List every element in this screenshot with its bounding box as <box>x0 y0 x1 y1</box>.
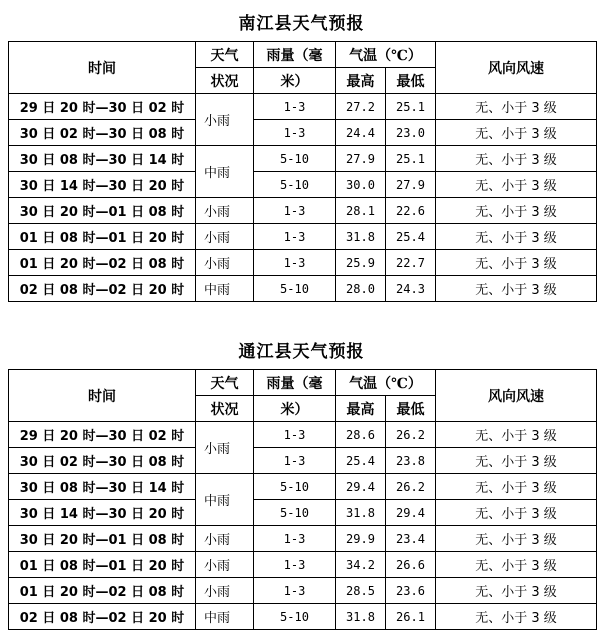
table-row <box>9 224 597 250</box>
cell-wind: 无、小于 3 级 <box>436 604 597 630</box>
cell-temp-max: 31.8 <box>336 500 386 526</box>
cell-temp-min: 23.8 <box>386 448 436 474</box>
cell-time: 30 日 20 时—01 日 08 时 <box>9 526 196 552</box>
cell-temp-min: 29.4 <box>386 500 436 526</box>
cell-rain: 5-10 <box>254 474 336 500</box>
cell-temp-min: 25.1 <box>386 94 436 120</box>
cell-temp-max: 28.5 <box>336 578 386 604</box>
cell-time: 01 日 20 时—02 日 08 时 <box>9 250 196 276</box>
forecast-block-nanjiang <box>0 8 603 298</box>
cell-rain: 1-3 <box>254 526 336 552</box>
cell-temp-min: 25.1 <box>386 146 436 172</box>
cell-temp-min: 26.6 <box>386 552 436 578</box>
header-rain-line2: 米） <box>254 68 336 94</box>
cell-rain: 5-10 <box>254 146 336 172</box>
table-row <box>9 120 597 146</box>
cell-rain: 1-3 <box>254 578 336 604</box>
table-row <box>9 172 597 198</box>
table-row <box>9 422 597 448</box>
cell-wind: 无、小于 3 级 <box>436 146 597 172</box>
forecast-table <box>8 41 597 302</box>
cell-rain: 1-3 <box>254 94 336 120</box>
header-rain-line1: 雨量（毫 <box>254 42 336 68</box>
cell-weather: 中雨 <box>196 146 254 198</box>
header-temp-min: 最低 <box>386 68 436 94</box>
cell-weather: 小雨 <box>196 250 254 276</box>
cell-temp-max: 29.4 <box>336 474 386 500</box>
cell-temp-min: 22.6 <box>386 198 436 224</box>
header-weather-line1: 天气 <box>196 42 254 68</box>
cell-wind: 无、小于 3 级 <box>436 276 597 302</box>
cell-time: 30 日 14 时—30 日 20 时 <box>9 172 196 198</box>
cell-wind: 无、小于 3 级 <box>436 172 597 198</box>
cell-time: 30 日 08 时—30 日 14 时 <box>9 474 196 500</box>
cell-wind: 无、小于 3 级 <box>436 552 597 578</box>
header-row <box>9 370 597 396</box>
cell-rain: 5-10 <box>254 500 336 526</box>
forecast-title: 通江县天气预报 <box>238 342 365 362</box>
cell-temp-min: 26.2 <box>386 422 436 448</box>
cell-time: 30 日 20 时—01 日 08 时 <box>9 198 196 224</box>
cell-temp-min: 23.0 <box>386 120 436 146</box>
cell-rain: 1-3 <box>254 422 336 448</box>
cell-time: 01 日 08 时—01 日 20 时 <box>9 224 196 250</box>
header-time: 时间 <box>9 370 196 422</box>
header-row <box>9 42 597 68</box>
header-rain-line2: 米） <box>254 396 336 422</box>
cell-rain: 1-3 <box>254 198 336 224</box>
header-temp-min: 最低 <box>386 396 436 422</box>
table-row <box>9 94 597 120</box>
header-temp-max: 最高 <box>336 396 386 422</box>
cell-weather: 小雨 <box>196 578 254 604</box>
cell-temp-max: 30.0 <box>336 172 386 198</box>
cell-temp-max: 27.2 <box>336 94 386 120</box>
cell-temp-max: 34.2 <box>336 552 386 578</box>
cell-wind: 无、小于 3 级 <box>436 578 597 604</box>
cell-weather: 中雨 <box>196 276 254 302</box>
cell-wind: 无、小于 3 级 <box>436 224 597 250</box>
cell-temp-min: 26.1 <box>386 604 436 630</box>
header-temperature: 气温（℃） <box>336 42 436 68</box>
cell-weather: 小雨 <box>196 526 254 552</box>
cell-temp-min: 26.2 <box>386 474 436 500</box>
cell-time: 01 日 20 时—02 日 08 时 <box>9 578 196 604</box>
header-temperature: 气温（℃） <box>336 370 436 396</box>
cell-rain: 5-10 <box>254 172 336 198</box>
cell-wind: 无、小于 3 级 <box>436 422 597 448</box>
cell-wind: 无、小于 3 级 <box>436 120 597 146</box>
table-row <box>9 146 597 172</box>
cell-temp-max: 24.4 <box>336 120 386 146</box>
table-row <box>9 500 597 526</box>
header-wind: 风向风速 <box>436 42 597 94</box>
cell-weather: 中雨 <box>196 604 254 630</box>
cell-temp-min: 25.4 <box>386 224 436 250</box>
cell-temp-min: 23.6 <box>386 578 436 604</box>
table-row <box>9 578 597 604</box>
cell-time: 29 日 20 时—30 日 02 时 <box>9 94 196 120</box>
cell-temp-min: 27.9 <box>386 172 436 198</box>
cell-time: 02 日 08 时—02 日 20 时 <box>9 604 196 630</box>
table-row <box>9 526 597 552</box>
cell-time: 29 日 20 时—30 日 02 时 <box>9 422 196 448</box>
forecast-title: 南江县天气预报 <box>238 14 365 34</box>
cell-temp-min: 22.7 <box>386 250 436 276</box>
cell-wind: 无、小于 3 级 <box>436 250 597 276</box>
cell-temp-max: 28.0 <box>336 276 386 302</box>
header-rain-line1: 雨量（毫 <box>254 370 336 396</box>
cell-rain: 5-10 <box>254 604 336 630</box>
cell-rain: 1-3 <box>254 552 336 578</box>
cell-rain: 1-3 <box>254 224 336 250</box>
cell-temp-max: 31.8 <box>336 604 386 630</box>
cell-weather: 小雨 <box>196 552 254 578</box>
cell-temp-max: 29.9 <box>336 526 386 552</box>
header-wind: 风向风速 <box>436 370 597 422</box>
header-weather-line1: 天气 <box>196 370 254 396</box>
cell-rain: 5-10 <box>254 276 336 302</box>
header-temp-max: 最高 <box>336 68 386 94</box>
cell-temp-max: 28.6 <box>336 422 386 448</box>
forecast-table <box>8 369 597 630</box>
cell-rain: 1-3 <box>254 448 336 474</box>
table-row <box>9 250 597 276</box>
cell-weather: 小雨 <box>196 422 254 474</box>
cell-wind: 无、小于 3 级 <box>436 94 597 120</box>
cell-temp-max: 25.4 <box>336 448 386 474</box>
header-time: 时间 <box>9 42 196 94</box>
cell-wind: 无、小于 3 级 <box>436 448 597 474</box>
table-row <box>9 604 597 630</box>
cell-wind: 无、小于 3 级 <box>436 500 597 526</box>
cell-weather: 小雨 <box>196 224 254 250</box>
cell-rain: 1-3 <box>254 250 336 276</box>
cell-wind: 无、小于 3 级 <box>436 474 597 500</box>
cell-weather: 小雨 <box>196 94 254 146</box>
cell-temp-max: 28.1 <box>336 198 386 224</box>
cell-temp-max: 25.9 <box>336 250 386 276</box>
cell-weather: 小雨 <box>196 198 254 224</box>
header-weather-line2: 状况 <box>196 68 254 94</box>
cell-temp-min: 23.4 <box>386 526 436 552</box>
table-row <box>9 276 597 302</box>
cell-time: 30 日 14 时—30 日 20 时 <box>9 500 196 526</box>
cell-time: 30 日 08 时—30 日 14 时 <box>9 146 196 172</box>
cell-time: 30 日 02 时—30 日 08 时 <box>9 448 196 474</box>
table-row <box>9 474 597 500</box>
table-row <box>9 198 597 224</box>
cell-time: 30 日 02 时—30 日 08 时 <box>9 120 196 146</box>
cell-weather: 中雨 <box>196 474 254 526</box>
forecast-block-tongjiang <box>0 336 603 626</box>
cell-temp-max: 27.9 <box>336 146 386 172</box>
cell-rain: 1-3 <box>254 120 336 146</box>
cell-time: 02 日 08 时—02 日 20 时 <box>9 276 196 302</box>
cell-time: 01 日 08 时—01 日 20 时 <box>9 552 196 578</box>
header-weather-line2: 状况 <box>196 396 254 422</box>
cell-wind: 无、小于 3 级 <box>436 526 597 552</box>
table-row <box>9 552 597 578</box>
cell-temp-min: 24.3 <box>386 276 436 302</box>
table-row <box>9 448 597 474</box>
cell-wind: 无、小于 3 级 <box>436 198 597 224</box>
cell-temp-max: 31.8 <box>336 224 386 250</box>
